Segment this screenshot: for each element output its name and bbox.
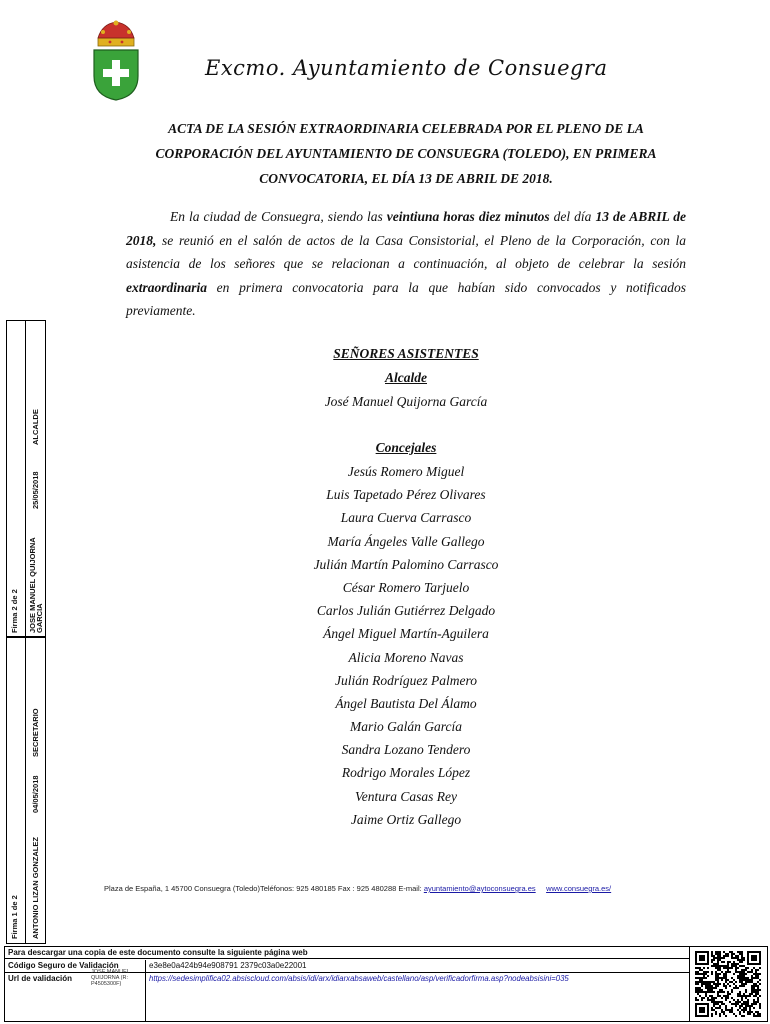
intro-paragraph [126, 205, 686, 323]
coat-of-arms-logo [88, 20, 144, 102]
list-item: Laura Cuerva Carrasco [340, 510, 472, 526]
list-item: Jesús Romero Miguel [347, 464, 465, 479]
download-instructions: Para descargar una copia de este documento consulte la siguiente página web [5, 947, 689, 959]
email-link[interactable]: ayuntamiento@aytoconsuegra.es [423, 884, 536, 893]
attendees-heading: SEÑORES ASISTENTES [333, 346, 479, 361]
qr-code-icon [695, 951, 761, 1017]
intro-bold-time: veintiuna horas diez minutos [386, 209, 550, 224]
list-item: Ángel Bautista Del Álamo [335, 695, 477, 711]
list-item: Carlos Julián Gutiérrez Delgado [316, 603, 496, 619]
signer-overlay: JOSE MANUEL QUIJORNA (R: P4505300F) [91, 969, 130, 987]
list-item: César Romero Tarjuelo [342, 579, 470, 595]
csv-label: Código Seguro de Validación [8, 961, 119, 970]
footer-address [104, 884, 611, 893]
intro-text: del día [549, 209, 596, 224]
signature-date: 04/05/2018 [31, 775, 40, 813]
signer-role: SECRETARIO [31, 708, 40, 757]
website-link[interactable]: www.consuegra.es/ [546, 884, 612, 893]
alcalde-name: José Manuel Quijorna García [324, 394, 488, 409]
list-item: Rodrigo Morales López [341, 765, 471, 781]
csv-value: e3e8e0a424b94e908791 2379c03a0e22001 [149, 961, 307, 970]
concejales-heading: Concejales [375, 440, 437, 455]
document-title [126, 116, 686, 191]
list-item: María Ángeles Valle Gallego [327, 533, 485, 549]
validation-url-link[interactable]: https://sedesimplifica02.absiscloud.com/absis/idi/arx/idiarxabsaweb/castellano/asp/verificadorfirma.asp?nodeabsisini=035 [149, 974, 569, 983]
signature-date: 25/05/2018 [31, 471, 40, 509]
concejales-list [126, 460, 686, 831]
url-row [5, 969, 689, 1021]
alcalde-heading: Alcalde [385, 370, 427, 385]
list-item: Sandra Lozano Tendero [341, 742, 471, 758]
list-item: Luis Tapetado Pérez Olivares [326, 487, 486, 503]
signer-name-cont: GARCIA [35, 603, 44, 633]
intro-text: en primera convocatoria para la que habían sido convocados y notificados previamente. [126, 279, 686, 318]
list-item: Julián Rodríguez Palmero [335, 672, 477, 688]
signer-role: ALCALDE [31, 409, 40, 445]
document-title-line: CONVOCATORIA, EL DÍA 13 DE ABRIL DE 2018. [259, 171, 553, 186]
list-item: Ángel Miguel Martín-Aguilera [323, 626, 489, 642]
signer-name: JOSE MANUEL QUIJORNA [28, 537, 37, 633]
list-item: Mario Galán García [350, 719, 462, 735]
signature-label: Firma 2 de 2 [10, 589, 19, 633]
document-title-line: CORPORACIÓN DEL AYUNTAMIENTO DE CONSUEGRA (TOLEDO), EN PRIMERA [155, 146, 657, 161]
list-item: Julián Martín Palomino Carrasco [313, 556, 499, 572]
intro-text: se reunió en el salón de actos de la Casa Consistorial, el Pleno de la Corporación, con la asistencia de los señores que se relacionan a continuación, al objeto de celebrar la sesión [126, 232, 686, 271]
signer-name: ANTONIO LIZAN GONZALEZ [31, 837, 40, 939]
organization-title: Excmo. Ayuntamiento de Consuegra [205, 56, 608, 80]
signature-label: Firma 1 de 2 [10, 895, 19, 939]
document-title-line: ACTA DE LA SESIÓN EXTRAORDINARIA CELEBRADA POR EL PLENO DE LA [168, 121, 644, 136]
url-label: Url de validación [8, 974, 73, 983]
address-text: Plaza de España, 1 45700 Consuegra (Toledo)Teléfonos: 925 480185 Fax : 925 480288 E-mail: [104, 884, 424, 893]
signature-box-firma-2 [6, 320, 46, 638]
signature-box-firma-1 [6, 636, 46, 944]
intro-bold-date: 13 de ABRIL de 2018, [126, 209, 686, 248]
validation-table [4, 946, 768, 1022]
intro-bold-session-type: extraordinaria [126, 279, 208, 295]
list-item: Ventura Casas Rey [355, 788, 457, 804]
list-item: Alicia Moreno Navas [348, 649, 464, 665]
list-item: Jaime Ortiz Gallego [350, 811, 462, 827]
intro-text: En la ciudad de Consuegra, siendo las [170, 209, 387, 224]
